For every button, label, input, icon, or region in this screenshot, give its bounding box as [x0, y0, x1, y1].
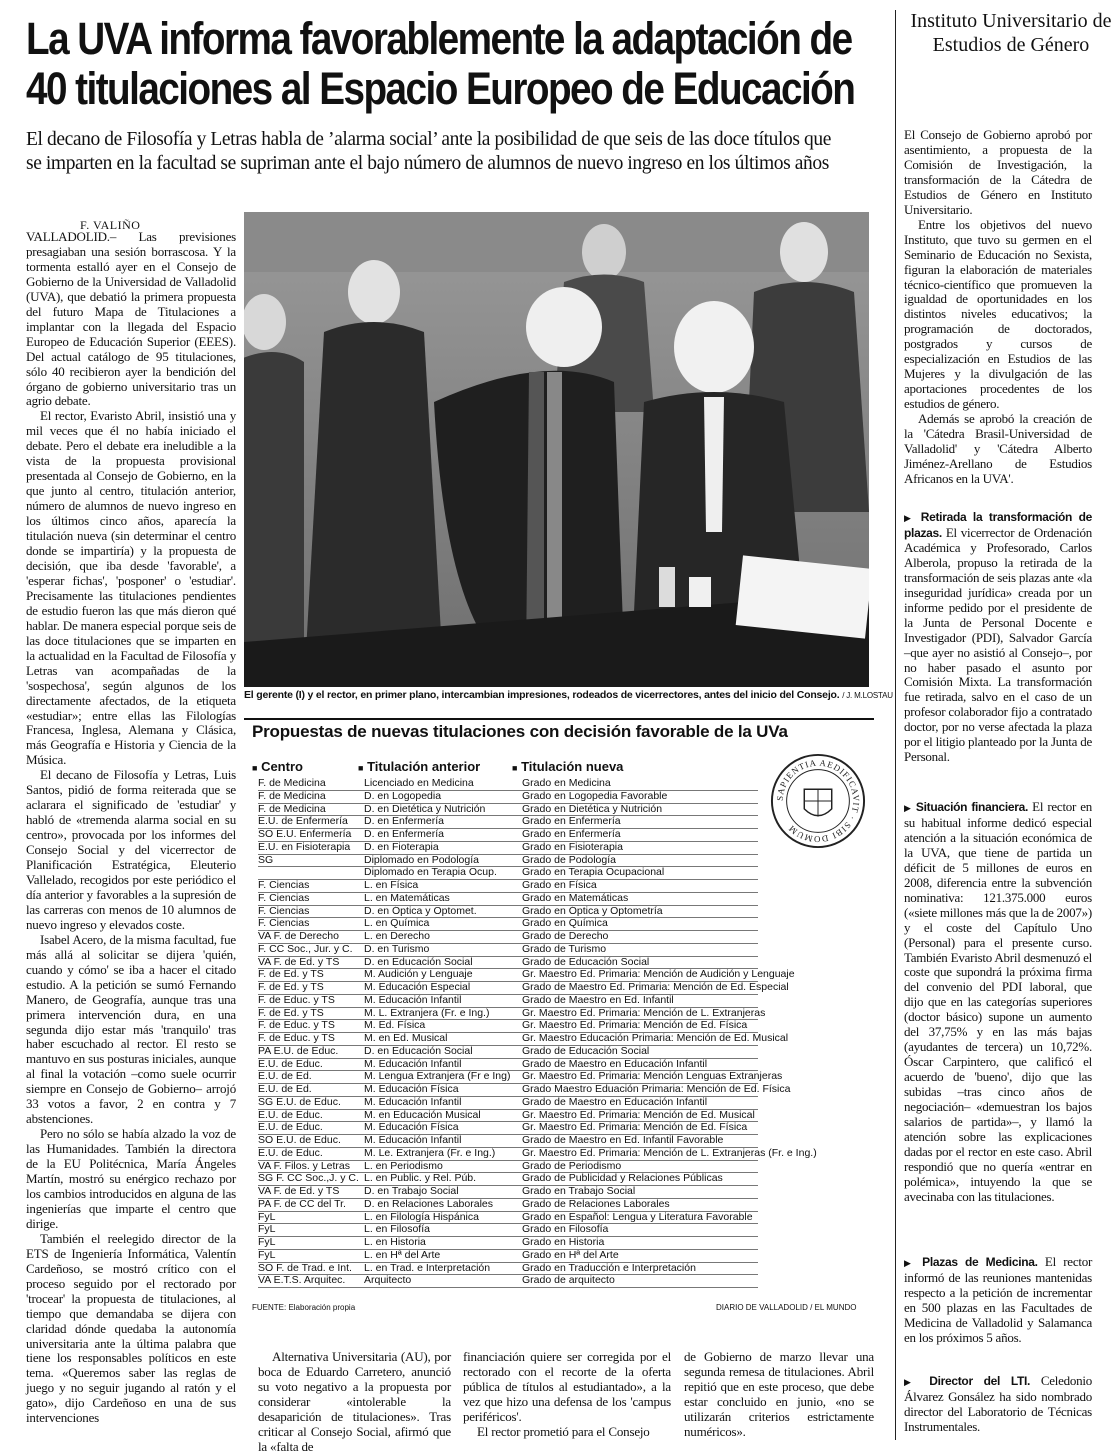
cell-titulacion-nueva: Grado Maestro Eduación Primaria: Mención de Ed. Física	[522, 1084, 791, 1095]
table-row	[258, 918, 758, 931]
cell-titulacion-anterior: D. en Logopedia	[364, 790, 442, 802]
cell-titulacion-nueva: Grado en Fisioterapia	[522, 841, 623, 853]
table-row	[258, 778, 758, 791]
cell-titulacion-nueva: Gr. Maestro Ed. Primaria: Mención de L. Extranjeras (Fr. e Ing.)	[522, 1147, 817, 1159]
cell-titulacion-anterior: L. en Matemáticas	[364, 892, 450, 904]
cell-centro: F. de Educ. y TS	[258, 1033, 335, 1044]
sidebar-title: Instituto Universitario de Estudios de Género	[910, 10, 1112, 56]
table-row	[258, 1173, 758, 1186]
cell-titulacion-nueva: Grado en Dietética y Nutrición	[522, 803, 663, 815]
cell-titulacion-nueva: Grado de Educación Social	[522, 956, 650, 968]
cell-titulacion-anterior: L. en Periodismo	[364, 1160, 443, 1172]
cell-centro: VA F. de Ed. y TS	[258, 956, 340, 968]
table-row	[258, 1161, 758, 1174]
table-row	[258, 1059, 758, 1072]
table-row	[258, 829, 758, 842]
table-rows	[258, 778, 817, 1288]
table-row	[258, 1275, 758, 1288]
table-row	[258, 804, 758, 817]
cell-titulacion-anterior: L. en Hª del Arte	[364, 1249, 441, 1261]
cell-centro: VA F. de Derecho	[258, 931, 339, 942]
cell-titulacion-nueva: Grado en Medicina	[522, 778, 611, 789]
cell-centro: F. de Ed. y TS	[258, 982, 324, 993]
cell-titulacion-anterior: M. Audición y Lenguaje	[364, 969, 473, 981]
cell-titulacion-anterior: D. en Relaciones Laborales	[364, 1198, 493, 1210]
bullet-icon: ▶	[904, 513, 915, 523]
cell-titulacion-anterior: M. L. Extranjera (Fr. e Ing.)	[364, 1007, 490, 1019]
cell-centro: SG F. CC Soc.,J. y C.	[258, 1173, 359, 1185]
column-divider	[895, 10, 896, 1440]
table-source: FUENTE: Elaboración propia	[252, 1303, 356, 1312]
header-titulacion-nueva: ■ Titulación nueva	[512, 759, 624, 774]
cell-titulacion-nueva: Gr. Maestro Ed. Primaria: Mención Lenguas Extranjeras	[522, 1071, 783, 1083]
table-row	[258, 1250, 758, 1263]
cell-titulacion-nueva: Grado en Óptica y Optometría	[522, 905, 663, 917]
cell-titulacion-anterior: L. en Derecho	[364, 931, 430, 942]
headline-line-1: La UVA informa favorablemente la adaptación de	[26, 13, 852, 64]
university-seal	[769, 752, 867, 850]
cell-titulacion-anterior: D. en Trabajo Social	[364, 1186, 459, 1197]
sidebar-section-retirada	[904, 510, 1092, 765]
section-heading: Director del LTI.	[929, 1374, 1031, 1388]
cell-titulacion-anterior: M. Educación Infantil	[364, 994, 462, 1006]
cell-centro: FyL	[258, 1224, 276, 1236]
cell-titulacion-anterior: M. Le. Extranjera (Fr. e Ing.)	[364, 1147, 496, 1159]
cell-titulacion-nueva: Grado en Filosofía	[522, 1224, 609, 1236]
paragraph: El Consejo de Gobierno aprobó por asentimiento, a propuesta de la Comisión de Investigación, la transformación de la Cátedra de Estudios de Género en Instituto Universitario.	[904, 127, 1092, 217]
cell-titulacion-anterior: L. en Public. y Rel. Púb.	[364, 1173, 477, 1185]
cell-titulacion-nueva: Grado en Hª del Arte	[522, 1249, 619, 1261]
cell-centro: F. de Educ. y TS	[258, 994, 335, 1006]
cell-titulacion-anterior: D. en Dietética y Nutrición	[364, 803, 486, 815]
article-column-2	[258, 1350, 451, 1455]
paragraph: Pero no sólo se había alzado la voz de las Humanidades. También la directora de la EU Politécnica, María Ángeles Martín, mostró su enérgico rechazo por los cambios introducidos en alguna de las ingenierías que imparte el centro que dirige.	[26, 1126, 236, 1231]
article-column-3	[463, 1350, 671, 1440]
photo-credit: / J. M.LOSTAU	[842, 691, 893, 700]
cell-centro: PA F. de CC del Tr.	[258, 1198, 346, 1210]
cell-titulacion-nueva: Gr. Maestro Ed. Primaria: Mención de Ed. Física	[522, 1020, 748, 1032]
bullet-icon: ▶	[904, 803, 912, 813]
table-row	[258, 1110, 758, 1123]
table-row	[258, 1224, 758, 1237]
deck-line-2: se imparten en la facultad se supriman ante el bajo número de alumnos de nuevo ingreso en los últimos años	[26, 153, 829, 174]
table-row	[258, 1122, 758, 1135]
table-row	[258, 880, 758, 893]
cell-centro: E.U. de Educ.	[258, 1147, 323, 1159]
cell-titulacion-anterior: D. en Educación Social	[364, 956, 473, 968]
table-top-rule	[244, 718, 874, 720]
cell-titulacion-nueva: Grado en Historia	[522, 1237, 605, 1248]
cell-titulacion-anterior: M. Ed. Física	[364, 1020, 426, 1032]
cell-centro: F. Ciencias	[258, 880, 310, 891]
cell-titulacion-nueva: Grado en Matemáticas	[522, 892, 629, 904]
table-row	[258, 1147, 817, 1161]
table-row	[258, 867, 758, 880]
cell-centro: FyL	[258, 1249, 276, 1261]
article-column-1	[26, 230, 236, 1426]
cell-centro: F. Ciencias	[258, 905, 310, 917]
table-row	[258, 1046, 758, 1059]
table-outlet: DIARIO DE VALLADOLID / EL MUNDO	[716, 1303, 857, 1312]
cell-centro: F. de Medicina	[258, 803, 326, 815]
table-row	[258, 982, 789, 995]
cell-titulacion-anterior: D. en Enfermería	[364, 816, 444, 828]
cell-titulacion-anterior: M. en Ed. Musical	[364, 1033, 448, 1044]
table-row	[258, 957, 758, 970]
table-row	[258, 1237, 758, 1250]
cell-titulacion-anterior: Diplomado en Podología	[364, 854, 479, 866]
paragraph: El decano de Filosofía y Letras, Luis Santos, pidió de forma reiterada que se aclarara el significado de 'estudiar' y habló de «tremenda alarma social en su centro», provocada por los informes del Consejo Social y del vicerrector de Planificación Estratégica, Eleuterio Vallelado, recogidos por este periódico el día anterior y favorables a la supresión de las carreras con menos de 10 alumnos de nuevo ingreso y elevados coste.	[26, 767, 236, 932]
cell-centro: E.U. de Educ.	[258, 1058, 323, 1070]
cell-titulacion-nueva: Grado en Terapia Ocupacional	[522, 867, 665, 879]
table-row	[258, 1199, 758, 1212]
byline: F. VALIÑO	[80, 218, 141, 232]
cell-centro: SO F. de Trad. e Int.	[258, 1262, 352, 1274]
cell-titulacion-anterior: M. Educación Física	[364, 1084, 459, 1095]
cell-titulacion-anterior: M. Educación Especial	[364, 982, 471, 993]
sidebar-intro	[904, 128, 1092, 487]
table-row	[258, 893, 758, 906]
table-row	[258, 816, 758, 829]
cell-centro: FyL	[258, 1237, 276, 1248]
table-row	[258, 1097, 758, 1110]
cell-titulacion-anterior: M. en Educación Musical	[364, 1109, 481, 1121]
cell-titulacion-anterior: M. Educación Física	[364, 1122, 459, 1134]
paragraph: VALLADOLID.– Las previsiones presagiaban una sesión borrascosa. Y la tormenta estalló ayer en el Consejo de Gobierno de la Universidad de Valladolid (UVA), que debatió la primera propuesta del futuro Mapa de Titulaciones a implantar con la llegada del Espacio Europeo de Educación Superior (EEES). Del actual catálogo de 95 titulaciones, sólo 40 recibieron ayer la bendición del órgano de gobierno universitario tras un agrio debate.	[26, 229, 236, 409]
cell-titulacion-nueva: Grado de Maestro en Educación Infantil	[522, 1058, 708, 1070]
cell-titulacion-nueva: Grado de Maestro en Ed. Infantil	[522, 994, 674, 1006]
deck	[26, 128, 896, 176]
cell-titulacion-nueva: Grado en Español: Lengua y Literatura Favorable	[522, 1211, 753, 1223]
cell-titulacion-anterior: D. en Enfermería	[364, 829, 444, 840]
cell-centro: E.U. de Educ.	[258, 1122, 323, 1134]
cell-titulacion-anterior: D. en Turismo	[364, 943, 430, 955]
table-row	[258, 855, 758, 868]
paragraph: El rector, Evaristo Abril, insistió una y mil veces que él no había iniciado el debate. Pero el debate era ineludible a la vista de la propuesta provisional presentada al Consejo de Gobierno, en la que junto al centro, titulación anterior, número de alumnos de nuevo ingreso en los últimos cinco años, aparecía la titulación nueva (sin determinar el centro donde se impartiría) y la propuesta de decisión, que iba desde 'favorable', a 'esperar fichas', 'posponer' o 'estudiar'. Precisamente las titulaciones pendientes de estudio fueron las que más dieron qué hablar. De manera especial porque seis de las doce titulaciones que se imparten en la actualidad en la Facultad de Filosofía y Letras van acompañadas de la 'sospechosa', según algunos de los directamente afectados, de la etiqueta «estudiar»; entre ellas las Filologías Francesa, Inglesa, Alemana y Clásica, más Geografía e Historia y Ciencia de la Música.	[26, 408, 236, 768]
cell-centro: F. Ciencias	[258, 892, 310, 904]
table-row	[258, 1212, 758, 1225]
cell-centro: VA F. de Ed. y TS	[258, 1186, 340, 1197]
cell-centro: E.U. de Enfermería	[258, 816, 348, 828]
cell-centro: E.U. en Fisioterapia	[258, 841, 351, 853]
cell-centro: E.U. de Ed.	[258, 1084, 312, 1095]
cell-titulacion-nueva: Grado en Logopedia Favorable	[522, 790, 668, 802]
section-body: El rector en su habitual informe dedicó especial atención a la situación económica de la UVA, que tiene de partida un déficit de 5 millones de euros en 2008, diferencia entre la subvención nominativa: 121.375.000 euros («siete millones más que la de 2007») y el coste del Capítulo Uno (Personal) para el presente curso. También Evaristo Abril desmenuzó el coste que supondrá la próxima firma del convenio del PDI laboral, que dijo que en las categorías superiores (doctor básico) supone un aumento del 37,75% y en las más bajas (ayudantes de tercera) un 10,72%. Óscar Carpintero, que calificó el acuerdo de 'bueno', dijo que las subidas –tras cinco años de negociación– «demuestran los bajos salarios de partida»–, y llamó la atención sobre las explicaciones dadas por el rector en este caso. Abril respondió que no quería «entrar en polémica», intuyendo la que se avecinaba con las titulaciones.	[904, 799, 1093, 1204]
paragraph: También el reelegido director de la ETS de Ingeniería Informática, Valentín Cardeñoso, se mostró crítico con el proceso seguido por el rectorado por 'trocear' la propuesta de titulaciones, al tiempo que demandaba se dijera con claridad dónde quedaba la autonomía universitaria ante la última palabra que tiene los responsables políticos en este tema. «Queremos saber las reglas de juego y no seguir jugando al ratón y el gato», dijo Cardeñoso en una de sus intervenciones	[26, 1230, 236, 1426]
cell-titulacion-nueva: Gr. Maestro Ed. Primaria: Mención de Ed. Musical	[522, 1109, 755, 1121]
table-row	[258, 931, 758, 944]
paragraph: Entre los objetivos del nuevo Instituto, que tuvo su germen en el Seminario de Educación no Sexista, figuran la elaboración de materiales técnico-científico que promueven la igualdad de oportunidades en los distintos niveles educativos; la programación de doctorados, postgrados y cursos de especialización en Estudios de las Mujeres y la divulgación de las aportaciones procedentes de los estudios de género.	[904, 216, 1092, 412]
cell-titulacion-nueva: Grado en Química	[522, 918, 608, 930]
cell-titulacion-nueva: Grado de Turismo	[522, 943, 607, 955]
cell-centro: F. Ciencias	[258, 918, 310, 930]
cell-titulacion-nueva: Grado de Podología	[522, 854, 616, 866]
paragraph: Alternativa Universitaria (AU), por boca de Eduardo Carretero, anunció su voto negativo a la propuesta por considerar «intolerable la desaparición de titulaciones». Tras criticar al Consejo Social, afirmó que la «falta de	[258, 1349, 451, 1454]
section-body: Celedonio Álvarez Gonsález ha sido nombrado director del Laboratorio de Técnicas Instrumentales.	[904, 1373, 1093, 1434]
cell-titulacion-nueva: Grado en Enfermería	[522, 816, 621, 828]
cell-centro: E.U. de Educ.	[258, 1109, 323, 1121]
paragraph: Además se aprobó la creación de la 'Cátedra Brasil-Universidad de Valladolid' y 'Cátedra Alberto Jiménez-Arellano de Estudios Africanos en la UVA'.	[904, 411, 1092, 486]
deck-line-1: El decano de Filosofía y Letras habla de ’alarma social’ ante la posibilidad de que seis de las doce títulos que	[26, 129, 831, 150]
cell-centro: FyL	[258, 1211, 276, 1223]
sidebar-section-finanzas	[904, 800, 1092, 1205]
header-titulacion-anterior: ■ Titulación anterior	[358, 759, 481, 774]
table-title: Propuestas de nuevas titulaciones con decisión favorable de la UVa	[252, 722, 788, 741]
caption-text: El gerente (I) y el rector, en primer plano, intercambian impresiones, rodeados de vicerrectores, antes del inicio del Consejo.	[244, 689, 840, 701]
cell-titulacion-anterior: Licenciado en Medicina	[364, 778, 474, 789]
cell-titulacion-nueva: Grado de arquitecto	[522, 1275, 615, 1287]
cell-titulacion-nueva: Grado en Trabajo Social	[522, 1186, 636, 1197]
cell-titulacion-anterior: L. en Filología Hispánica	[364, 1211, 479, 1223]
header-centro: ■ Centro	[252, 759, 303, 774]
cell-titulacion-nueva: Grado en Física	[522, 880, 597, 891]
cell-titulacion-anterior: M. Lengua Extranjera (Fr e Ing)	[364, 1071, 511, 1083]
cell-centro: F. de Ed. y TS	[258, 1007, 324, 1019]
cell-centro: E.U. de Ed.	[258, 1071, 312, 1083]
cell-titulacion-anterior: L. en Historia	[364, 1237, 426, 1248]
cell-titulacion-anterior: M. Educación Infantil	[364, 1096, 462, 1108]
cell-titulacion-anterior: L. en Física	[364, 880, 419, 891]
cell-titulacion-nueva: Gr. Maestro Ed. Primaria: Mención de L. Extranjeras	[522, 1007, 766, 1019]
cell-centro: SG E.U. de Educ.	[258, 1096, 341, 1108]
cell-titulacion-anterior: Arquitecto	[364, 1275, 412, 1287]
table-row	[258, 1007, 766, 1021]
table-row	[258, 1071, 783, 1084]
cell-centro: F. CC Soc., Jur. y C.	[258, 943, 353, 955]
article-column-4	[684, 1350, 874, 1440]
table-row	[258, 1033, 789, 1046]
cell-titulacion-nueva: Grado de Publicidad y Relaciones Públicas	[522, 1173, 723, 1185]
cell-titulacion-nueva: Grado de Maestro Ed. Primaria: Mención de Ed. Especial	[522, 982, 789, 993]
cell-titulacion-anterior: M. Educación Infantil	[364, 1058, 462, 1070]
table-row	[258, 1263, 758, 1276]
cell-centro: F. de Educ. y TS	[258, 1020, 335, 1032]
cell-centro: SO E.U. Enfermería	[258, 829, 352, 840]
seal-text: SAPIENTIA AEDIFICAVIT · SIBI DOMUM	[774, 757, 862, 845]
cell-titulacion-anterior: Diplomado en Terapia Ocup.	[364, 867, 497, 879]
cell-titulacion-anterior: L. en Trad. e Interpretación	[364, 1262, 491, 1274]
cell-titulacion-anterior: M. Educación Infantil	[364, 1135, 462, 1146]
cell-titulacion-nueva: Gr. Maestro Educación Primaria: Mención de Ed. Musical	[522, 1033, 789, 1044]
cell-centro: VA E.T.S. Arquitec.	[258, 1275, 346, 1287]
bullet-icon: ▶	[904, 1377, 919, 1387]
cell-titulacion-nueva: Grado en Enfermería	[522, 829, 621, 840]
cell-centro: SG	[258, 854, 274, 866]
cell-centro: PA E.U. de Educ.	[258, 1045, 339, 1057]
paragraph: El rector prometió para el Consejo	[477, 1423, 650, 1439]
section-body: El rector informó de las reuniones mantenidas respecto a la petición de incrementar en 500 plazas en las Facultades de Medicina de Valladolid y Salamanca en los próximos 5 años.	[904, 1254, 1093, 1345]
cell-titulacion-nueva: Grado en Traducción e Interpretación	[522, 1262, 696, 1274]
cell-titulacion-nueva: Grado de Maestro en Educación Infantil	[522, 1096, 708, 1108]
cell-titulacion-nueva: Grado de Derecho	[522, 931, 609, 942]
paragraph: financiación quiere ser corregida por el rectorado con el recorte de la oferta pública de títulos al estudiantado», a la vez que hizo una defensa de los 'campus periféricos'.	[463, 1349, 671, 1424]
section-body: El vicerrector de Ordenación Académica y Profesorado, Carlos Alberola, propuso la retirada de la transformación de seis plazas ante «la inseguridad jurídica» creada por un informe pedido por el presidente de la Junta de Personal Docente e Investigador (PDI), Salvador García –que ayer no asistió al Consejo–, por no haber pasado el asunto por Comisión Mixta. La transformación fue retirada, salvo en el caso de un profesor colaborador fijo a contratado doctor, por no verse afectada la plaza por el litigio planteado por la Junta de Personal.	[904, 524, 1092, 765]
cell-titulacion-anterior: L. en Filosofía	[364, 1224, 430, 1236]
sidebar-section-medicina	[904, 1255, 1092, 1346]
sidebar-section-lti	[904, 1374, 1092, 1435]
cell-titulacion-nueva: Gr. Maestro Ed. Primaria: Mención de Audición y Lenguaje	[522, 969, 795, 981]
cell-centro: SO E.U. de Educ.	[258, 1135, 341, 1146]
section-heading: Retirada la transformación de plazas.	[904, 510, 1093, 540]
header-anterior-label: Titulación anterior	[367, 759, 481, 774]
table-row	[258, 1020, 758, 1033]
cell-centro: F. de Medicina	[258, 790, 326, 802]
cell-titulacion-nueva: Grado de Maestro en Ed. Infantil Favorable	[522, 1135, 724, 1146]
table-row	[258, 1084, 791, 1097]
table-row	[258, 944, 758, 957]
paragraph: de Gobierno de marzo llevar una segunda remesa de titulaciones. Abril repitió que en este proceso, que debe estar concluido en junio, «no se utilizarán criterios estrictamente numéricos».	[684, 1349, 874, 1439]
cell-titulacion-anterior: L. en Química	[364, 918, 430, 930]
cell-titulacion-anterior: D. en Fioterapia	[364, 841, 439, 853]
cell-titulacion-anterior: D. en Óptica y Optomet.	[364, 905, 477, 917]
cell-centro: F. de Medicina	[258, 778, 326, 789]
table-row	[258, 995, 758, 1008]
header-centro-label: Centro	[261, 759, 303, 774]
section-heading: Situación financiera.	[915, 800, 1029, 814]
cell-centro: F. de Ed. y TS	[258, 969, 324, 981]
table-row	[258, 1135, 758, 1148]
cell-titulacion-nueva: Grado de Educación Social	[522, 1045, 650, 1057]
table-row	[258, 842, 758, 855]
table-row	[258, 969, 795, 982]
table-row	[258, 791, 758, 804]
photo-caption	[244, 689, 893, 701]
table-row	[258, 1186, 758, 1199]
bullet-icon: ▶	[904, 1258, 915, 1268]
headline-line-2: 40 titulaciones al Espacio Europeo de Educación	[26, 63, 855, 114]
headline	[26, 13, 855, 114]
news-photo	[244, 212, 869, 687]
cell-titulacion-nueva: Gr. Maestro Ed. Primaria: Mención de Ed. Física	[522, 1122, 748, 1134]
section-heading: Plazas de Medicina.	[922, 1255, 1038, 1269]
cell-titulacion-nueva: Grado de Relaciones Laborales	[522, 1198, 670, 1210]
cell-centro: VA F. Filos. y Letras	[258, 1160, 351, 1172]
header-nueva-label: Titulación nueva	[521, 759, 624, 774]
cell-titulacion-nueva: Grado de Periodismo	[522, 1160, 622, 1172]
table-row	[258, 906, 758, 919]
paragraph: Isabel Acero, de la misma facultad, fue más allá al solicitar se dijera 'quién, cuando y cómo' se iba a hacer el citado estudio. A la petición se sumó Fernando Manero, de Geografía, aunque tras una primera intervención dura, en una segunda dijo estar más 'tranquilo' tras haber escuchado al rector. El resto se mantuvo en sus posturas iniciales, aunque al final la votación –como suele ocurrir siempre en Consejo de Gobierno– arrojó 33 votos a favor, 2 en contra y 7 abstenciones.	[26, 931, 236, 1127]
photo-illustration	[244, 212, 869, 687]
cell-titulacion-anterior: D. en Educación Social	[364, 1045, 473, 1057]
